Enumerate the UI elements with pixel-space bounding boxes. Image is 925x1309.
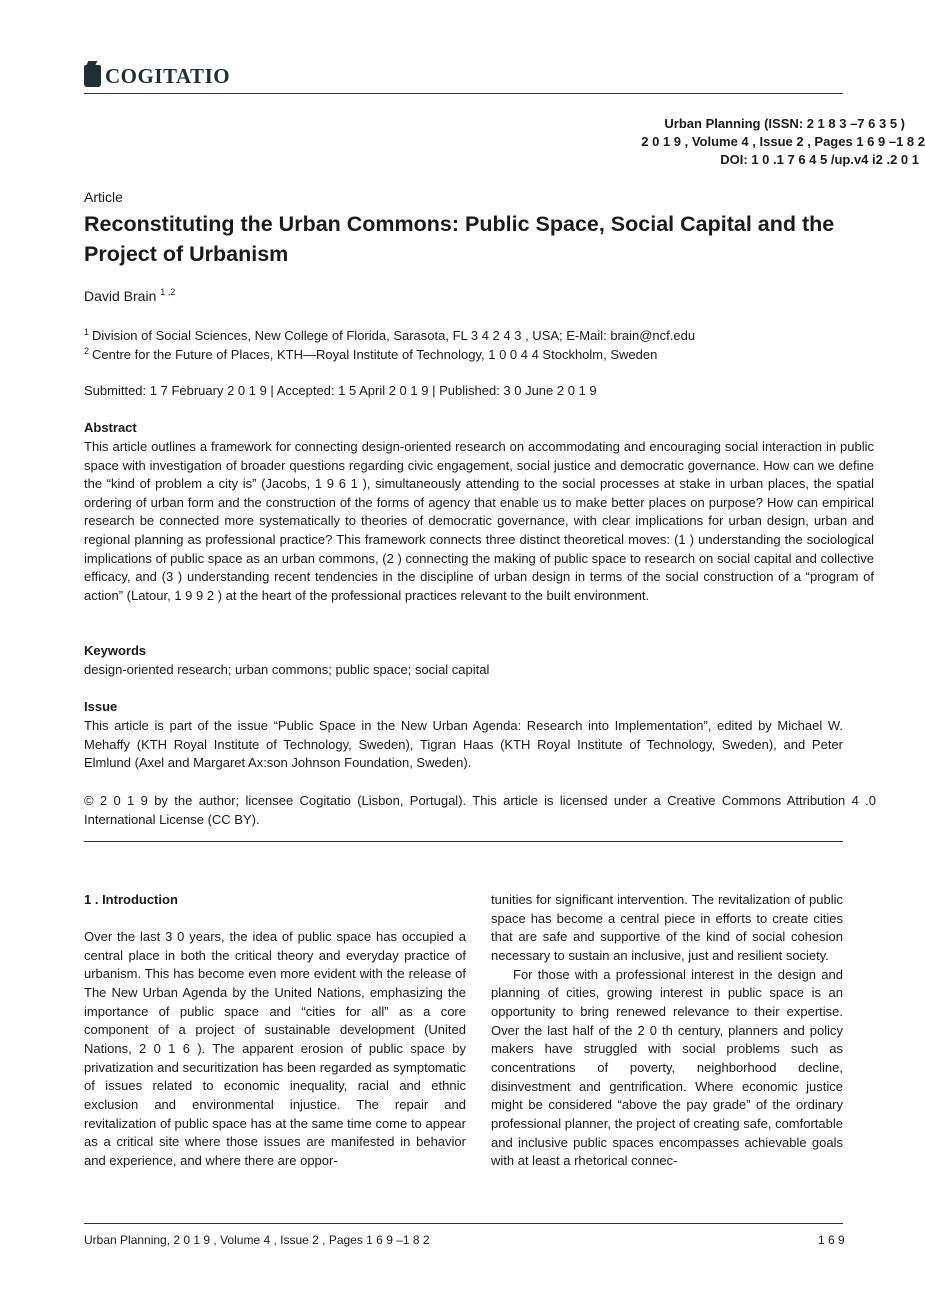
footer-citation: Urban Planning, 2 0 1 9 , Volume 4 , Issue 2 , Pages 1 6 9 –1 8 2 xyxy=(84,1233,430,1247)
keywords-heading: Keywords xyxy=(84,643,147,658)
journal-issn: Urban Planning (ISSN: 2 1 8 3 –7 6 3 5 ) xyxy=(664,116,905,131)
page-number: 1 6 9 xyxy=(818,1233,845,1247)
issue-text: This article is part of the issue “Public Space in the New Urban Agenda: Research into Implementation”, edited by Michael W. Mehaffy (KTH Royal Institute of Technology, Sweden), Tigran Haas (KTH Royal Institute of Technology, Sweden), and Peter Elmlund (Axel and Margaret Ax:son Johnson Foundation, Sweden). xyxy=(84,718,843,771)
author-affiliation-marks: 1 ,2 xyxy=(160,287,176,297)
author-name: David Brain xyxy=(84,288,157,304)
cogitatio-logo-icon xyxy=(84,65,101,87)
affiliation-1-mark: 1 xyxy=(84,327,90,337)
license-text: © 2 0 1 9 by the author; licensee Cogitatio (Lisbon, Portugal). This article is licensed under a Creative Commons Attribution 4 .0 International License (CC BY). xyxy=(84,793,876,827)
right-column xyxy=(491,891,843,1171)
affiliation-2-text: Centre for the Future of Places, KTH—Royal Institute of Technology, 1 0 0 4 4 Stockholm, Sweden xyxy=(92,347,658,362)
journal-volume-pages: 2 0 1 9 , Volume 4 , Issue 2 , Pages 1 6 9 –1 8 2 xyxy=(641,134,925,149)
affiliation-2 xyxy=(84,346,657,362)
journal-doi: DOI: 1 0 .1 7 6 4 5 /up.v4 i2 .2 0 1 xyxy=(720,152,919,167)
affiliation-1-text: Division of Social Sciences, New College of Florida, Sarasota, FL 3 4 2 4 3 , USA; E-Mail: brain@ncf.edu xyxy=(92,328,696,343)
section-heading-introduction: 1 . Introduction xyxy=(84,892,178,907)
intro-paragraph-2: For those with a professional interest in the design and planning of cities, growing interest in public space is an opportunity to bring renewed relevance to their expertise. Over the last half of the 2 0 th century, planners and policy makers have struggled with social problems such as concentrations of poverty, neighborhood decline, disinvestment and gentrification. Where economic justice might be considered “above the pay grade” of the ordinary professional planner, the project of creating safe, comfortable and inclusive public spaces encompasses achievable goals with at least a rhetorical connec- xyxy=(491,966,843,1169)
affiliation-2-mark: 2 xyxy=(84,346,90,356)
header-rule xyxy=(84,93,843,94)
publisher-logo xyxy=(84,62,230,90)
abstract-heading: Abstract xyxy=(84,420,137,435)
abstract-text: This article outlines a framework for connecting design-oriented research on accommodating and encouraging social interaction in public space with investigation of broader questions regarding civic engagement, social justice and democratic governance. How can we define the “kind of problem a city is” (Jacobs, 1 9 6 1 ), simultaneously attending to the social processes at stake in urban places, the spatial ordering of urban form and the construction of the forms of agency that enable us to make better places on purpose? How can empirical research be connected more systematically to theories of democratic governance, with clear implications for urban design, urban and regional planning as professional practice? This framework connects three distinct theoretical moves: (1 ) understanding the sociological implications of public space as an urban commons, (2 ) connecting the making of public space to research on social capital and collective efficacy, and (3 ) understanding recent tendencies in the discipline of urban design in terms of the social construction of a “program of action” (Latour, 1 9 9 2 ) at the heart of the professional practices relevant to the built environment. xyxy=(84,439,874,603)
frontmatter-rule xyxy=(84,841,843,842)
intro-paragraph-1-cont: tunities for significant intervention. The revitalization of public space has become a central piece in efforts to create cities that are safe and supportive of the kind of social cohesion necessary to sustain an inclusive, just and resilient society. xyxy=(491,892,843,963)
left-column xyxy=(84,891,466,1171)
footer-rule xyxy=(84,1223,843,1224)
submission-dates: Submitted: 1 7 February 2 0 1 9 | Accepted: 1 5 April 2 0 1 9 | Published: 3 0 June 2 0 1 9 xyxy=(84,383,597,398)
article-type: Article xyxy=(84,189,123,205)
intro-paragraph-1: Over the last 3 0 years, the idea of public space has occupied a central place in both the critical theory and everyday practice of urbanism. This has become even more evident with the release of The New Urban Agenda by the United Nations, emphasizing the importance of public space and “cities for all” as a core component of a project of sustainable development (United Nations, 2 0 1 6 ). The apparent erosion of public space by privatization and securitization has been regarded as symptomatic of issues related to economic inequality, racial and ethnic exclusion and environmental injustice. The repair and revitalization of public space has at the same time come to appear as a critical site where those issues are manifested in behavior and experience, and where there are oppor- xyxy=(84,929,466,1169)
article-title: Reconstituting the Urban Commons: Public Space, Social Capital and the Project of Urbanism xyxy=(84,212,835,266)
affiliation-1 xyxy=(84,327,695,343)
issue-heading: Issue xyxy=(84,699,118,714)
publisher-name: COGITATIO xyxy=(105,63,231,88)
keywords-text: design-oriented research; urban commons; public space; social capital xyxy=(84,662,490,677)
author-line xyxy=(84,287,175,304)
